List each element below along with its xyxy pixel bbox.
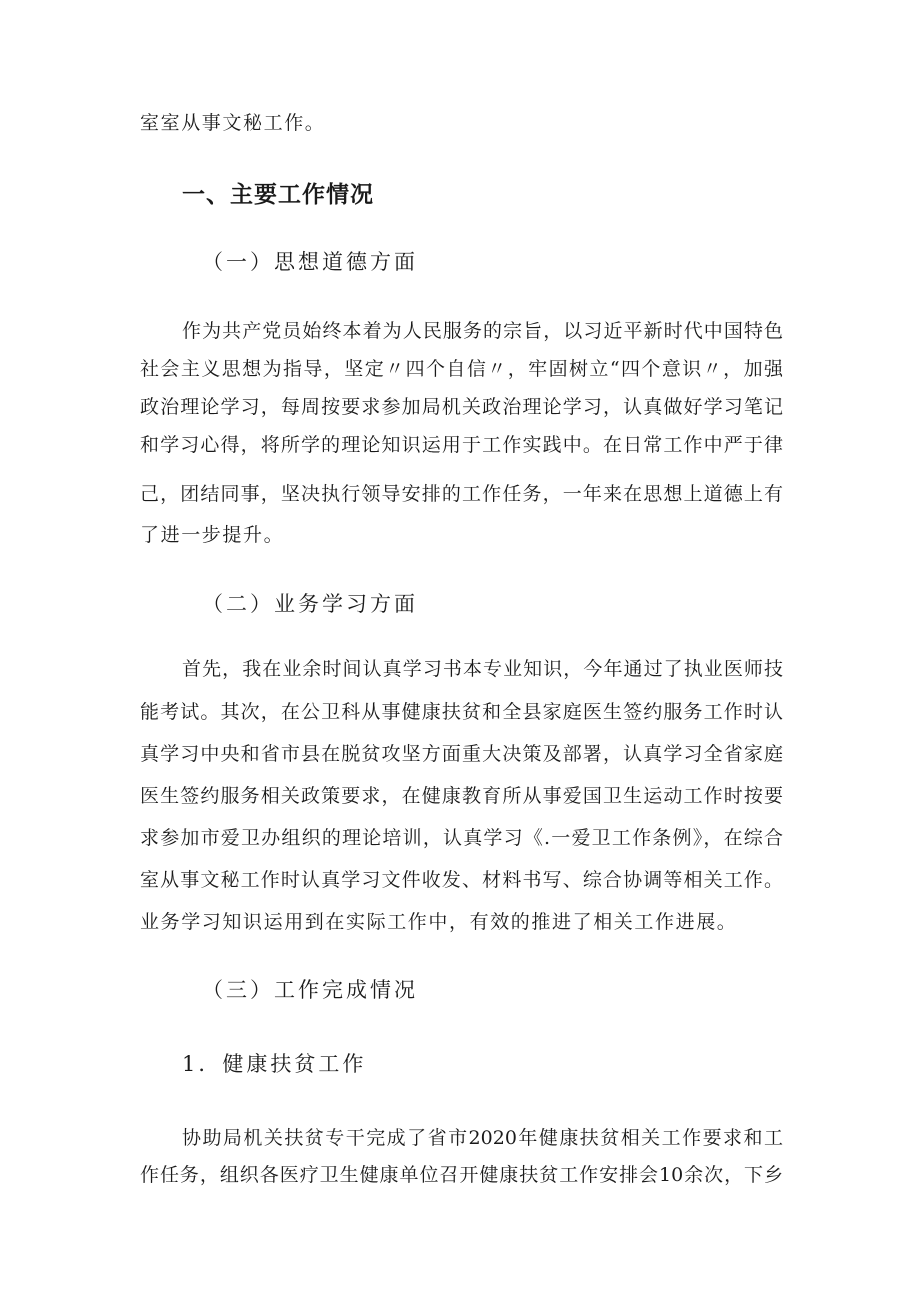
section1-line: 和学习心得，将所学的理论知识运用于工作实践中。在日常工作中严于律 (140, 434, 783, 456)
section2-heading: （二）业务学习方面 (202, 592, 418, 616)
section2-line: 真学习中央和省市县在脱贫攻坚方面重大决策及部署，认真学习全省家庭 (140, 743, 783, 765)
top-fragment-line: 室室从事文秘工作。 (140, 112, 326, 134)
section1-line: 政治理论学习，每周按要求参加局机关政治理论学习，认真做好学习笔记 (140, 396, 783, 418)
section1-line: 了进一步提升。 (140, 524, 285, 546)
main-heading: 一、主要工作情况 (182, 182, 374, 208)
section1-line: 作为共产党员始终本着为人民服务的宗旨，以习近平新时代中国特色 (182, 320, 783, 342)
section2-line: 能考试。其次，在公卫科从事健康扶贫和全县家庭医生签约服务工作时认 (140, 701, 783, 723)
section2-line: 室从事文秘工作时认真学习文件收发、材料书写、综合协调等相关工作。 (140, 869, 783, 891)
section3-subheading: 1．健康扶贫工作 (182, 1052, 367, 1076)
section1-line: 社会主义思想为指导，坚定〃四个自信〃，牢固树立“四个意识〃，加强 (140, 358, 783, 380)
section3-line: 作任务，组织各医疗卫生健康单位召开健康扶贫工作安排会10余次，下乡 (140, 1164, 783, 1186)
section2-line: 业务学习知识运用到在实际工作中，有效的推进了相关工作进展。 (140, 911, 738, 933)
section2-line: 首先，我在业余时间认真学习书本专业知识，今年通过了执业医师技 (182, 658, 783, 680)
section2-line: 医生签约服务相关政策要求，在健康教育所从事爱国卫生运动工作时按要 (140, 785, 783, 807)
section3-line: 协助局机关扶贫专干完成了省市2020年健康扶贫相关工作要求和工 (182, 1127, 783, 1149)
section2-line: 求参加市爱卫办组织的理论培训，认真学习《.一爱卫工作条例》，在综合 (140, 827, 783, 849)
section1-line: 己，团结同事，坚决执行领导安排的工作任务，一年来在思想上道德上有 (140, 483, 783, 505)
section1-heading: （一）思想道德方面 (202, 250, 418, 274)
section3-heading: （三）工作完成情况 (202, 978, 418, 1002)
